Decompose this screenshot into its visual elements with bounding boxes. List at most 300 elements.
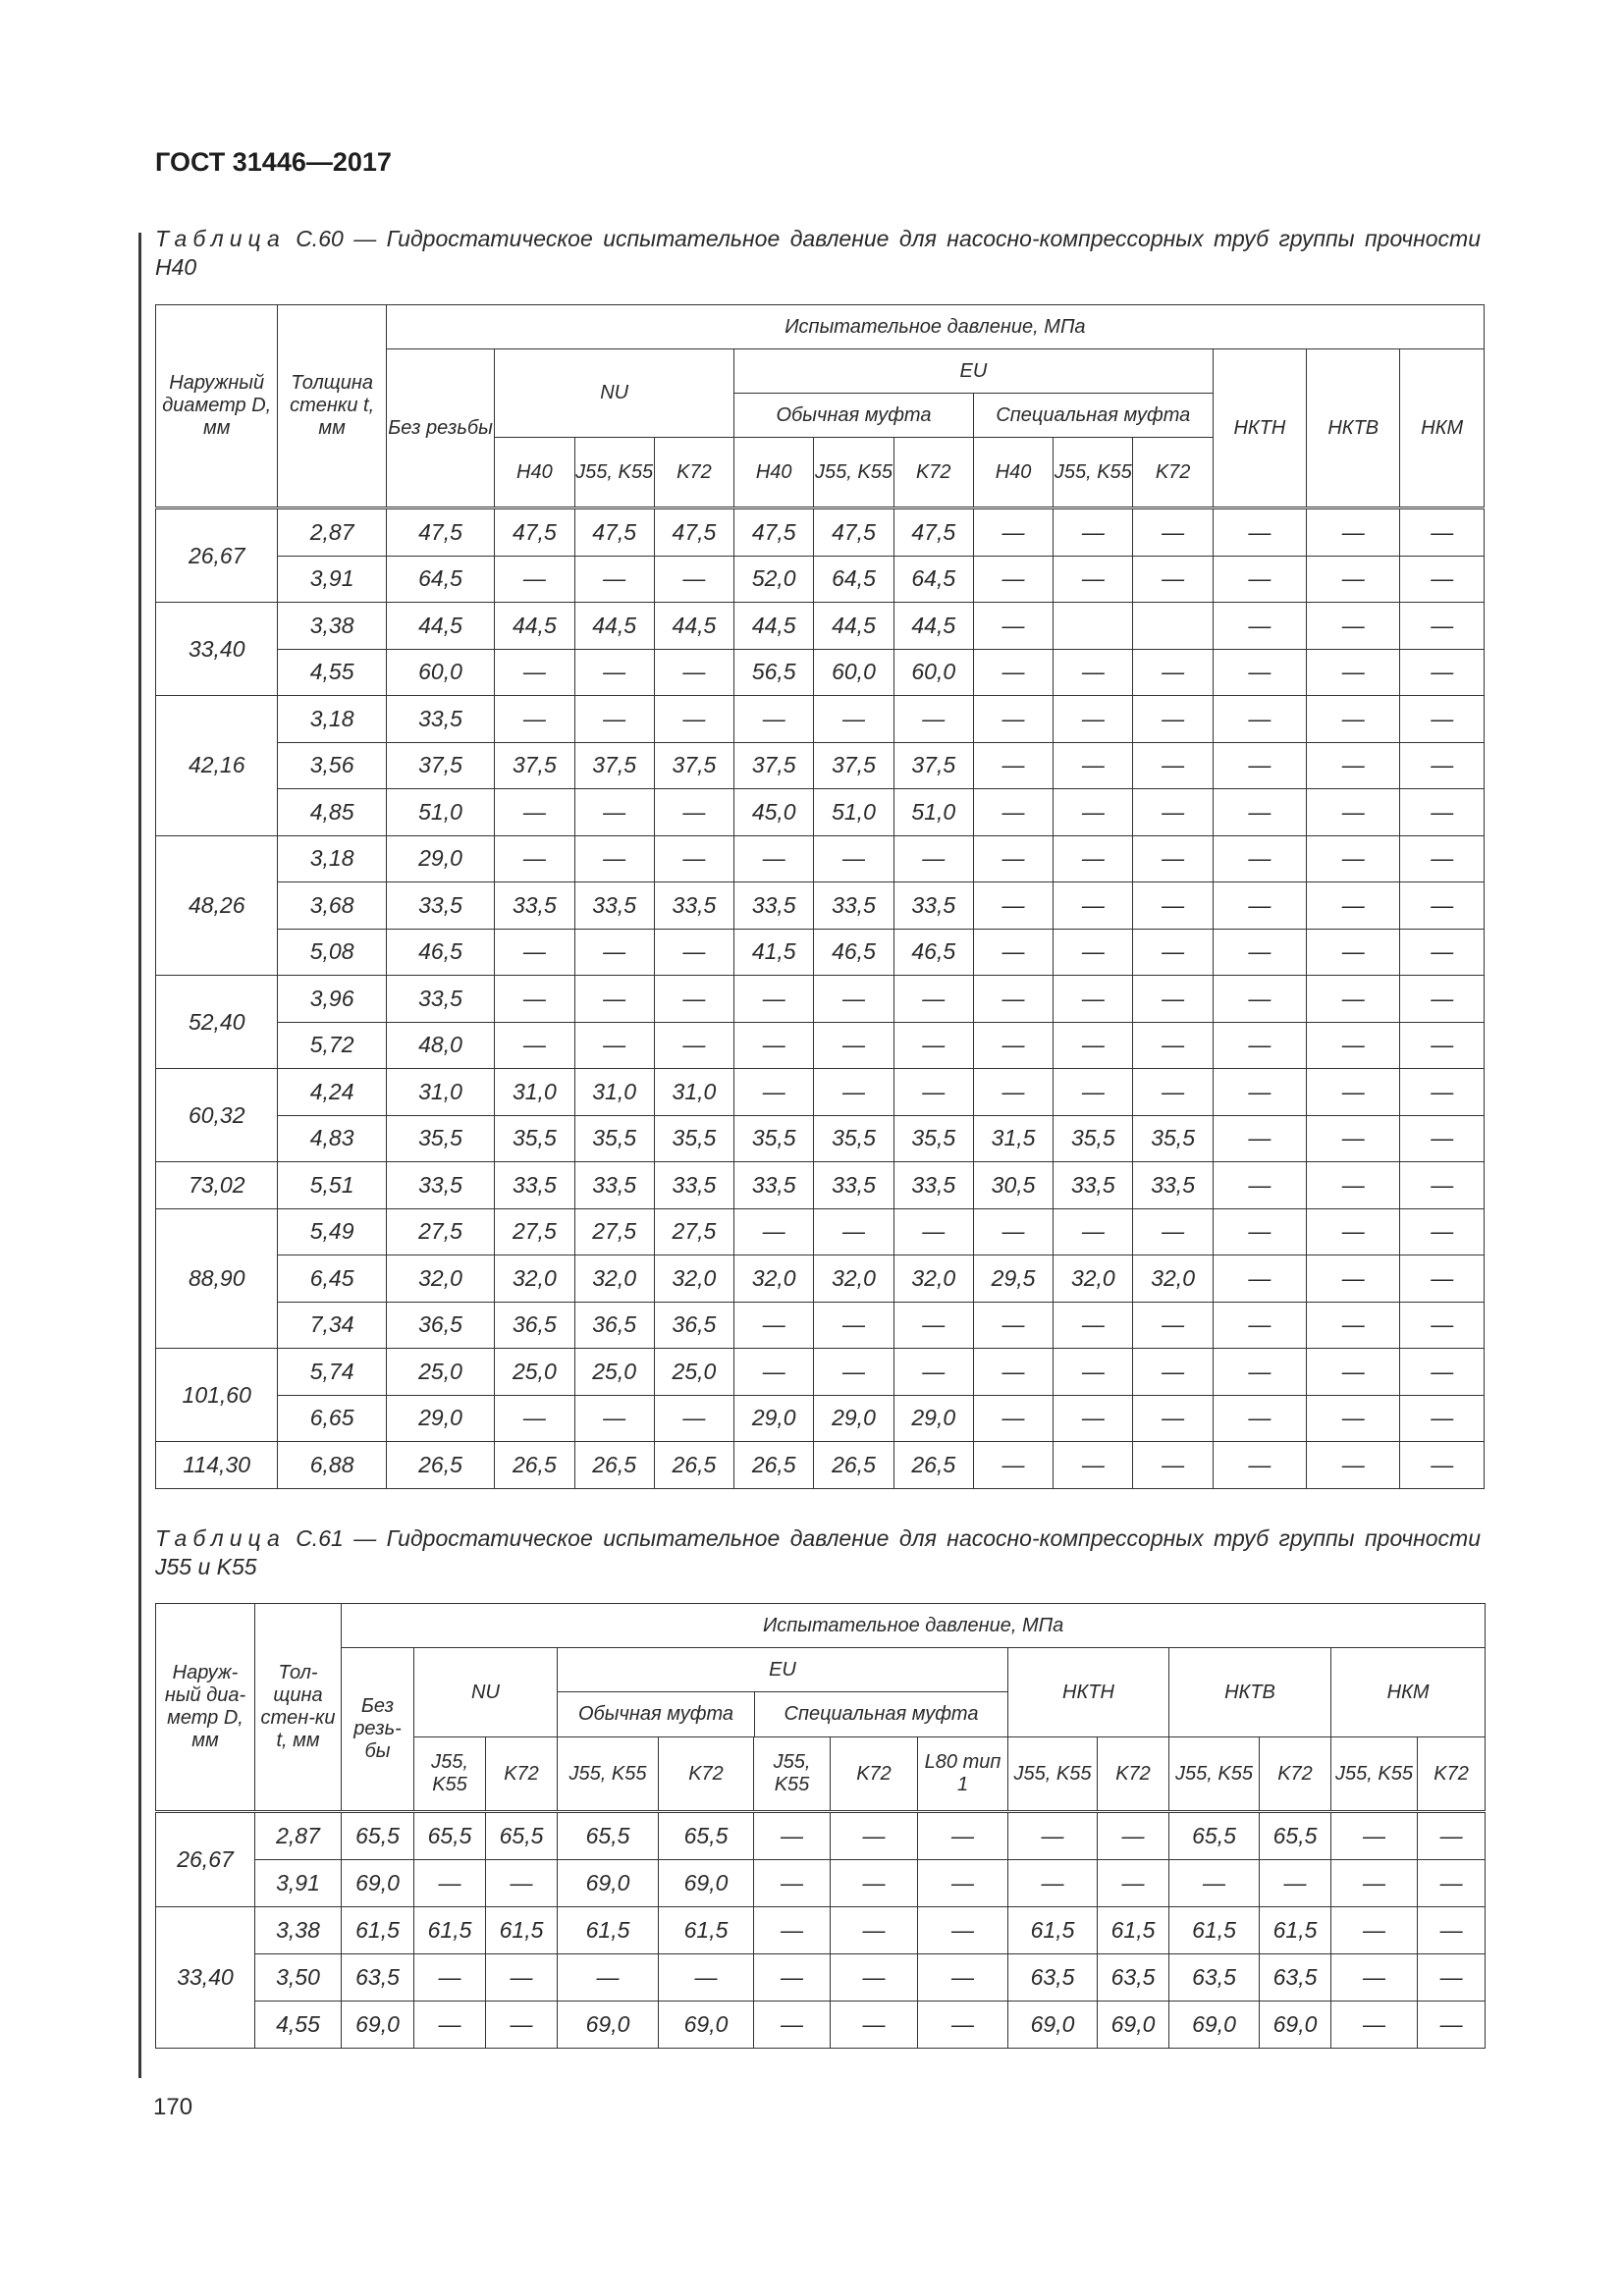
pressure-cell: — xyxy=(1054,835,1133,882)
pressure-cell: — xyxy=(754,1860,831,1907)
pressure-cell: 33,5 xyxy=(495,882,574,930)
pressure-cell: 32,0 xyxy=(1133,1255,1213,1303)
pressure-cell: — xyxy=(973,882,1053,930)
header-eu-label: EU xyxy=(734,349,1213,394)
header-grade: J55, K55 xyxy=(574,438,654,508)
pressure-cell: — xyxy=(1098,1860,1169,1907)
pressure-cell: — xyxy=(1400,1162,1485,1209)
pressure-cell: — xyxy=(1008,1812,1098,1860)
pressure-cell: 44,5 xyxy=(893,603,973,650)
pressure-cell: 33,5 xyxy=(386,882,494,930)
pressure-cell: 41,5 xyxy=(734,929,814,976)
pressure-cell: — xyxy=(918,1907,1008,1954)
pressure-cell: — xyxy=(1213,1442,1306,1489)
header-nkm: НКМ xyxy=(1331,1648,1486,1737)
pressure-cell: — xyxy=(495,929,574,976)
pressure-cell: — xyxy=(1213,649,1306,696)
table-61-caption-text: С.61 — Гидростатическое испытательное давление для насосно-компрессорных труб группы прочности J55 и K55 xyxy=(155,1525,1482,1579)
pressure-cell: 63,5 xyxy=(1169,1954,1260,2002)
pressure-cell: — xyxy=(973,835,1053,882)
pressure-cell: — xyxy=(654,649,733,696)
pressure-cell: — xyxy=(814,1302,893,1349)
pressure-cell: 33,5 xyxy=(654,1162,733,1209)
pressure-cell: — xyxy=(659,1954,754,2002)
wall-thickness-cell: 4,24 xyxy=(278,1069,386,1116)
table-row xyxy=(156,1954,1486,2002)
pressure-cell: 61,5 xyxy=(1260,1907,1331,1954)
wall-thickness-cell: 3,91 xyxy=(255,1860,342,1907)
header-outer-diameter: Наруж-ный диа-метр D, мм xyxy=(156,1604,255,1812)
pressure-cell: — xyxy=(1054,1069,1133,1116)
pressure-cell: — xyxy=(1307,649,1400,696)
header-grade: K72 xyxy=(1098,1737,1169,1812)
pressure-cell: — xyxy=(1133,976,1213,1023)
pressure-cell: 63,5 xyxy=(342,1954,414,2002)
pressure-cell: — xyxy=(1213,835,1306,882)
pressure-cell: 27,5 xyxy=(654,1208,733,1255)
pressure-cell: — xyxy=(831,1860,918,1907)
outer-diameter-cell: 114,30 xyxy=(156,1442,278,1489)
pressure-cell: — xyxy=(1213,1349,1306,1396)
pressure-cell: 63,5 xyxy=(1008,1954,1098,2002)
pressure-cell: — xyxy=(495,1022,574,1069)
pressure-cell: 46,5 xyxy=(893,929,973,976)
pressure-cell: — xyxy=(654,929,733,976)
pressure-cell: — xyxy=(973,649,1053,696)
pressure-cell: 32,0 xyxy=(814,1255,893,1303)
pressure-cell: — xyxy=(973,742,1053,789)
pressure-cell: — xyxy=(973,1349,1053,1396)
header-grade: J55, K55 xyxy=(814,438,893,508)
header-wall-thickness: Толщина стенки t, мм xyxy=(278,305,386,508)
pressure-cell: — xyxy=(1054,882,1133,930)
pressure-cell: — xyxy=(1307,882,1400,930)
pressure-cell: — xyxy=(1331,1860,1418,1907)
pressure-cell: — xyxy=(1133,1302,1213,1349)
outer-diameter-cell: 48,26 xyxy=(156,835,278,976)
pressure-cell: — xyxy=(1260,1860,1331,1907)
pressure-cell: — xyxy=(1133,556,1213,603)
outer-diameter-cell: 26,67 xyxy=(156,1812,255,1907)
wall-thickness-cell: 3,91 xyxy=(278,556,386,603)
pressure-cell: — xyxy=(654,696,733,743)
pressure-cell: — xyxy=(1400,696,1485,743)
pressure-cell: 35,5 xyxy=(734,1115,814,1162)
header-regular-coupling: Обычная муфта xyxy=(734,394,974,437)
pressure-cell: 65,5 xyxy=(486,1812,558,1860)
pressure-cell: 61,5 xyxy=(1098,1907,1169,1954)
pressure-cell: 32,0 xyxy=(386,1255,494,1303)
pressure-cell: — xyxy=(1054,1395,1133,1442)
pressure-cell: 36,5 xyxy=(574,1302,654,1349)
table-row xyxy=(156,1115,1485,1162)
pressure-cell: — xyxy=(893,976,973,1023)
pressure-cell: 61,5 xyxy=(1169,1907,1260,1954)
outer-diameter-cell: 52,40 xyxy=(156,976,278,1069)
pressure-cell: — xyxy=(893,1069,973,1116)
pressure-cell: 26,5 xyxy=(574,1442,654,1489)
pressure-cell: — xyxy=(1400,1349,1485,1396)
pressure-cell: 47,5 xyxy=(734,508,814,557)
header-eu-label: EU xyxy=(558,1648,1007,1692)
pressure-cell: 31,0 xyxy=(495,1069,574,1116)
table-row xyxy=(156,1860,1486,1907)
pressure-cell: — xyxy=(654,976,733,1023)
pressure-cell: — xyxy=(893,1349,973,1396)
pressure-cell: 33,5 xyxy=(1133,1162,1213,1209)
pressure-cell: — xyxy=(1054,1208,1133,1255)
pressure-cell: 69,0 xyxy=(342,1860,414,1907)
pressure-cell: — xyxy=(814,1349,893,1396)
pressure-cell: — xyxy=(1098,1812,1169,1860)
pressure-cell: — xyxy=(414,1954,486,2002)
table-row xyxy=(156,976,1485,1023)
pressure-cell: — xyxy=(1400,882,1485,930)
pressure-cell: — xyxy=(973,789,1053,836)
pressure-cell: 51,0 xyxy=(814,789,893,836)
pressure-cell: — xyxy=(486,2002,558,2049)
pressure-cell: — xyxy=(1307,929,1400,976)
header-grade: K72 xyxy=(1418,1737,1486,1812)
pressure-cell: — xyxy=(1133,508,1213,557)
wall-thickness-cell: 3,96 xyxy=(278,976,386,1023)
table-row xyxy=(156,508,1485,557)
outer-diameter-cell: 101,60 xyxy=(156,1349,278,1442)
pressure-cell: — xyxy=(1307,1349,1400,1396)
pressure-cell: — xyxy=(495,835,574,882)
wall-thickness-cell: 5,08 xyxy=(278,929,386,976)
pressure-cell: — xyxy=(1307,789,1400,836)
pressure-cell: — xyxy=(1307,1395,1400,1442)
table-row xyxy=(156,1907,1486,1954)
pressure-cell: 32,0 xyxy=(893,1255,973,1303)
pressure-cell: — xyxy=(1054,742,1133,789)
margin-rule xyxy=(138,233,141,2078)
pressure-cell: — xyxy=(973,696,1053,743)
pressure-cell: — xyxy=(734,696,814,743)
header-nkm: НКМ xyxy=(1400,349,1485,508)
pressure-cell: 32,0 xyxy=(1054,1255,1133,1303)
header-grade: J55, K55 xyxy=(1331,1737,1418,1812)
pressure-cell: — xyxy=(973,929,1053,976)
pressure-cell: — xyxy=(973,1442,1053,1489)
pressure-cell: 65,5 xyxy=(414,1812,486,1860)
header-grade: J55, K55 xyxy=(1169,1737,1260,1812)
pressure-cell: 26,5 xyxy=(893,1442,973,1489)
pressure-cell: — xyxy=(1400,1115,1485,1162)
wall-thickness-cell: 4,83 xyxy=(278,1115,386,1162)
pressure-cell: 27,5 xyxy=(386,1208,494,1255)
wall-thickness-cell: 5,49 xyxy=(278,1208,386,1255)
pressure-cell: 25,0 xyxy=(574,1349,654,1396)
header-wall-thickness: Тол-щина стен-ки t, мм xyxy=(255,1604,342,1812)
outer-diameter-cell: 33,40 xyxy=(156,1907,255,2049)
table-row xyxy=(156,1395,1485,1442)
header-nu: NU xyxy=(414,1648,558,1737)
pressure-cell: — xyxy=(831,1907,918,1954)
pressure-cell: — xyxy=(814,835,893,882)
pressure-cell: 33,5 xyxy=(814,1162,893,1209)
pressure-cell: — xyxy=(654,789,733,836)
pressure-cell: 56,5 xyxy=(734,649,814,696)
pressure-cell: — xyxy=(1400,603,1485,650)
pressure-cell: 33,5 xyxy=(814,882,893,930)
pressure-cell: 47,5 xyxy=(814,508,893,557)
pressure-cell: 45,0 xyxy=(734,789,814,836)
pressure-cell: — xyxy=(893,835,973,882)
pressure-cell: 64,5 xyxy=(893,556,973,603)
table-row xyxy=(156,696,1485,743)
pressure-cell: — xyxy=(1400,1442,1485,1489)
pressure-cell: — xyxy=(973,1022,1053,1069)
pressure-cell: — xyxy=(1307,603,1400,650)
pressure-cell: — xyxy=(1213,742,1306,789)
pressure-cell: — xyxy=(574,1395,654,1442)
table-60-caption-label: Таблица xyxy=(155,226,286,251)
pressure-cell: — xyxy=(495,649,574,696)
pressure-cell: 47,5 xyxy=(654,508,733,557)
wall-thickness-cell: 6,65 xyxy=(278,1395,386,1442)
outer-diameter-cell: 88,90 xyxy=(156,1208,278,1349)
pressure-cell: 65,5 xyxy=(342,1812,414,1860)
pressure-cell: — xyxy=(734,1208,814,1255)
pressure-cell: — xyxy=(1213,508,1306,557)
pressure-cell: — xyxy=(973,1208,1053,1255)
table-row xyxy=(156,649,1485,696)
table-row xyxy=(156,2002,1486,2049)
pressure-cell: — xyxy=(574,556,654,603)
table-60-caption-text: С.60 — Гидростатическое испытательное давление для насосно-компрессорных труб группы прочности H40 xyxy=(155,226,1482,280)
table-row xyxy=(156,1255,1485,1303)
wall-thickness-cell: 5,72 xyxy=(278,1022,386,1069)
header-nktv: НКТВ xyxy=(1307,349,1400,508)
pressure-cell: 51,0 xyxy=(386,789,494,836)
pressure-cell: 69,0 xyxy=(659,2002,754,2049)
pressure-cell: 51,0 xyxy=(893,789,973,836)
wall-thickness-cell: 3,18 xyxy=(278,696,386,743)
wall-thickness-cell: 3,18 xyxy=(278,835,386,882)
page-number: 170 xyxy=(153,2094,193,2120)
pressure-cell: — xyxy=(574,1022,654,1069)
table-row xyxy=(156,882,1485,930)
pressure-cell: 69,0 xyxy=(1169,2002,1260,2049)
pressure-cell: — xyxy=(1213,882,1306,930)
wall-thickness-cell: 6,88 xyxy=(278,1442,386,1489)
pressure-cell: — xyxy=(1331,1812,1418,1860)
pressure-cell: — xyxy=(1307,742,1400,789)
pressure-cell: — xyxy=(734,1022,814,1069)
pressure-cell: 65,5 xyxy=(659,1812,754,1860)
pressure-cell: 29,0 xyxy=(734,1395,814,1442)
pressure-cell: 33,5 xyxy=(574,1162,654,1209)
pressure-cell: 37,5 xyxy=(495,742,574,789)
pressure-cell: — xyxy=(495,789,574,836)
pressure-cell: — xyxy=(1213,1395,1306,1442)
pressure-cell: — xyxy=(1213,1208,1306,1255)
wall-thickness-cell: 4,55 xyxy=(278,649,386,696)
pressure-cell: — xyxy=(1307,1302,1400,1349)
pressure-cell: — xyxy=(1331,1907,1418,1954)
pressure-cell: — xyxy=(1133,742,1213,789)
header-nktn: НКТН xyxy=(1213,349,1306,508)
pressure-cell: — xyxy=(831,1812,918,1860)
pressure-cell: — xyxy=(1213,1115,1306,1162)
wall-thickness-cell: 3,56 xyxy=(278,742,386,789)
pressure-cell: — xyxy=(414,2002,486,2049)
pressure-cell: — xyxy=(1418,1954,1486,2002)
pressure-cell: — xyxy=(1331,1954,1418,2002)
pressure-cell: 47,5 xyxy=(386,508,494,557)
pressure-cell: — xyxy=(973,1302,1053,1349)
table-row xyxy=(156,1442,1485,1489)
pressure-cell: — xyxy=(973,1069,1053,1116)
pressure-cell: — xyxy=(1400,649,1485,696)
pressure-cell: 35,5 xyxy=(1054,1115,1133,1162)
pressure-cell: — xyxy=(973,603,1053,650)
pressure-cell: — xyxy=(1133,1022,1213,1069)
header-eu-couplings xyxy=(734,394,1213,437)
pressure-cell: — xyxy=(495,976,574,1023)
pressure-cell: — xyxy=(1133,649,1213,696)
pressure-cell: — xyxy=(1307,556,1400,603)
pressure-cell: — xyxy=(1418,1812,1486,1860)
pressure-cell: 69,0 xyxy=(1098,2002,1169,2049)
pressure-cell: — xyxy=(1213,1255,1306,1303)
pressure-cell: — xyxy=(1213,603,1306,650)
pressure-cell: 25,0 xyxy=(386,1349,494,1396)
table-61-caption-label: Таблица xyxy=(155,1525,286,1551)
pressure-cell: 29,0 xyxy=(386,1395,494,1442)
pressure-cell: — xyxy=(814,1208,893,1255)
pressure-cell: — xyxy=(495,1395,574,1442)
table-row xyxy=(156,742,1485,789)
pressure-cell: — xyxy=(754,1954,831,2002)
header-grade: K72 xyxy=(1133,438,1213,508)
pressure-cell: 69,0 xyxy=(1008,2002,1098,2049)
pressure-cell: 35,5 xyxy=(1133,1115,1213,1162)
header-grade: H40 xyxy=(495,438,574,508)
pressure-cell: — xyxy=(1307,1208,1400,1255)
pressure-cell: 47,5 xyxy=(495,508,574,557)
pressure-cell: — xyxy=(1054,1022,1133,1069)
header-grade: K72 xyxy=(831,1737,918,1812)
pressure-cell: 29,5 xyxy=(973,1255,1053,1303)
pressure-cell: 46,5 xyxy=(386,929,494,976)
pressure-cell: — xyxy=(574,789,654,836)
pressure-cell: — xyxy=(654,556,733,603)
pressure-cell: — xyxy=(1400,835,1485,882)
pressure-cell: — xyxy=(1400,929,1485,976)
header-grade: J55, K55 xyxy=(414,1737,486,1812)
pressure-cell: 35,5 xyxy=(814,1115,893,1162)
pressure-cell: — xyxy=(1400,1302,1485,1349)
pressure-cell: 37,5 xyxy=(654,742,733,789)
pressure-cell: 32,0 xyxy=(734,1255,814,1303)
pressure-cell: — xyxy=(734,1069,814,1116)
pressure-cell: — xyxy=(1400,1395,1485,1442)
pressure-cell: — xyxy=(574,696,654,743)
wall-thickness-cell: 6,45 xyxy=(278,1255,386,1303)
pressure-cell: 35,5 xyxy=(574,1115,654,1162)
pressure-cell: — xyxy=(1054,556,1133,603)
pressure-cell: — xyxy=(1054,929,1133,976)
header-test-pressure: Испытательное давление, МПа xyxy=(386,305,1484,349)
pressure-cell: — xyxy=(1054,1349,1133,1396)
pressure-cell: 60,0 xyxy=(893,649,973,696)
pressure-cell: — xyxy=(831,2002,918,2049)
pressure-cell: — xyxy=(754,1907,831,1954)
table-row xyxy=(156,556,1485,603)
table-row xyxy=(156,1162,1485,1209)
wall-thickness-cell: 2,87 xyxy=(278,508,386,557)
pressure-cell: — xyxy=(486,1860,558,1907)
pressure-cell: — xyxy=(574,929,654,976)
pressure-cell: — xyxy=(1054,789,1133,836)
header-grade: K72 xyxy=(893,438,973,508)
pressure-cell: — xyxy=(1054,696,1133,743)
header-grade: J55, K55 xyxy=(754,1737,831,1812)
pressure-cell: 32,0 xyxy=(654,1255,733,1303)
pressure-cell: — xyxy=(1213,789,1306,836)
pressure-cell: 61,5 xyxy=(558,1907,659,1954)
pressure-cell: 33,5 xyxy=(574,882,654,930)
wall-thickness-cell: 5,51 xyxy=(278,1162,386,1209)
pressure-cell: — xyxy=(918,2002,1008,2049)
pressure-cell: 69,0 xyxy=(342,2002,414,2049)
pressure-cell: — xyxy=(1400,508,1485,557)
pressure-cell: 31,0 xyxy=(574,1069,654,1116)
table-60-caption xyxy=(155,225,1481,282)
table-row xyxy=(156,1208,1485,1255)
pressure-cell: — xyxy=(1133,835,1213,882)
pressure-cell xyxy=(1054,603,1133,650)
pressure-cell: 61,5 xyxy=(486,1907,558,1954)
pressure-cell: 69,0 xyxy=(1260,2002,1331,2049)
pressure-cell: — xyxy=(1307,1162,1400,1209)
pressure-cell: 37,5 xyxy=(814,742,893,789)
header-grade: J55, K55 xyxy=(1054,438,1133,508)
pressure-cell: — xyxy=(973,976,1053,1023)
pressure-cell: — xyxy=(1133,1349,1213,1396)
header-nu: NU xyxy=(495,349,734,438)
table-row xyxy=(156,603,1485,650)
pressure-cell: — xyxy=(1133,929,1213,976)
header-outer-diameter: Наружный диаметр D, мм xyxy=(156,305,278,508)
wall-thickness-cell: 3,38 xyxy=(278,603,386,650)
pressure-cell: — xyxy=(1400,556,1485,603)
header-special-coupling: Специальная муфта xyxy=(996,404,1191,426)
pressure-cell: 61,5 xyxy=(1008,1907,1098,1954)
outer-diameter-cell: 73,02 xyxy=(156,1162,278,1209)
pressure-cell: 35,5 xyxy=(386,1115,494,1162)
pressure-cell: — xyxy=(1400,742,1485,789)
wall-thickness-cell: 2,87 xyxy=(255,1812,342,1860)
pressure-cell: 31,5 xyxy=(973,1115,1053,1162)
header-grade: H40 xyxy=(734,438,814,508)
pressure-cell: 63,5 xyxy=(1098,1954,1169,2002)
pressure-cell: — xyxy=(814,1069,893,1116)
pressure-cell: — xyxy=(1133,789,1213,836)
pressure-cell: 29,0 xyxy=(814,1395,893,1442)
pressure-cell: — xyxy=(1213,1069,1306,1116)
header-eu-couplings xyxy=(558,1692,1007,1736)
pressure-cell: — xyxy=(414,1860,486,1907)
pressure-cell: — xyxy=(1307,1022,1400,1069)
pressure-cell: 31,0 xyxy=(654,1069,733,1116)
pressure-cell: — xyxy=(754,1812,831,1860)
wall-thickness-cell: 3,68 xyxy=(278,882,386,930)
pressure-cell: — xyxy=(654,1022,733,1069)
